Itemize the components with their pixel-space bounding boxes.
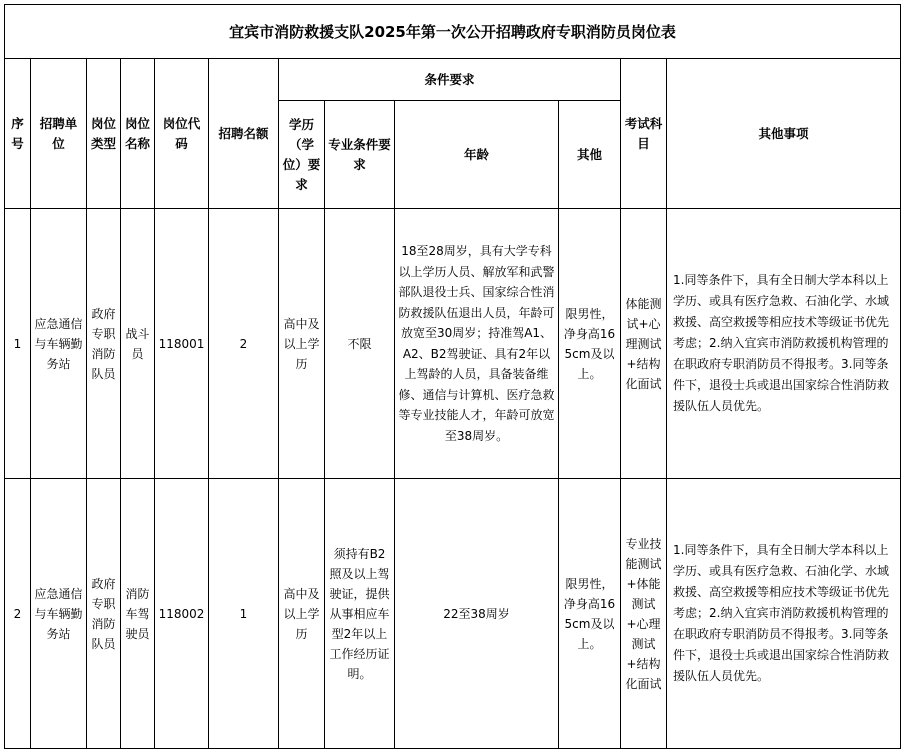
header-count: 招聘名额: [209, 59, 279, 209]
header-other: 其他: [559, 101, 621, 209]
row-exam: 专业技能测试+体能测试+心理测试+结构化面试: [621, 479, 667, 749]
row-unit: 应急通信与车辆勤务站: [31, 209, 87, 479]
header-code: 岗位代码: [155, 59, 209, 209]
row-code: 118002: [155, 479, 209, 749]
row-code: 118001: [155, 209, 209, 479]
header-unit: 招聘单位: [31, 59, 87, 209]
header-seq: 序号: [5, 59, 31, 209]
row-name: 消防车驾驶员: [121, 479, 155, 749]
row-type: 政府专职消防队员: [87, 209, 121, 479]
row-seq: 2: [5, 479, 31, 749]
table-row: [5, 209, 901, 479]
row-exam: 体能测试+心理测试+结构化面试: [621, 209, 667, 479]
row-notes: 1.同等条件下，具有全日制大学本科以上学历、或具有医疗急救、石油化学、水域救援、高空救援等相应技术等级证书优先考虑；2.纳入宜宾市消防救援机构管理的在职政府专职消防员不得报考。3.同等条件下，退役士兵或退出国家综合性消防救援队伍人员优先。: [667, 209, 901, 479]
row-name: 战斗员: [121, 209, 155, 479]
header-major: 专业条件要求: [325, 101, 395, 209]
row-seq: 1: [5, 209, 31, 479]
row-major: 须持有B2照及以上驾驶证，提供从事相应车型2年以上工作经历证明。: [325, 479, 395, 749]
row-education: 高中及以上学历: [279, 479, 325, 749]
row-type: 政府专职消防队员: [87, 479, 121, 749]
header-conditions: 条件要求: [279, 59, 621, 101]
row-other: 限男性，净身高165cm及以上。: [559, 479, 621, 749]
header-name: 岗位名称: [121, 59, 155, 209]
row-count: 1: [209, 479, 279, 749]
table-title: 宜宾市消防救援支队2025年第一次公开招聘政府专职消防员岗位表: [5, 5, 901, 59]
row-age: 18至28周岁，具有大学专科以上学历人员、解放军和武警部队退役士兵、国家综合性消防救援队伍退出人员，年龄可放宽至30周岁；持准驾A1、A2、B2驾驶证、具有2年以上驾龄的人员，具备装备维修、通信与计算机、医疗急救等专业技能人才，年龄可放宽至38周岁。: [395, 209, 559, 479]
row-unit: 应急通信与车辆勤务站: [31, 479, 87, 749]
row-other: 限男性，净身高165cm及以上。: [559, 209, 621, 479]
header-age: 年龄: [395, 101, 559, 209]
row-age: 22至38周岁: [395, 479, 559, 749]
header-exam: 考试科目: [621, 59, 667, 209]
row-major: 不限: [325, 209, 395, 479]
header-type: 岗位类型: [87, 59, 121, 209]
table-row: [5, 479, 901, 749]
row-count: 2: [209, 209, 279, 479]
row-education: 高中及以上学历: [279, 209, 325, 479]
header-education: 学历（学位）要求: [279, 101, 325, 209]
recruitment-table: [4, 4, 901, 749]
row-notes: 1.同等条件下，具有全日制大学本科以上学历、或具有医疗急救、石油化学、水域救援、高空救援等相应技术等级证书优先考虑；2.纳入宜宾市消防救援机构管理的在职政府专职消防员不得报考。3.同等条件下，退役士兵或退出国家综合性消防救援队伍人员优先。: [667, 479, 901, 749]
header-notes: 其他事项: [667, 59, 901, 209]
